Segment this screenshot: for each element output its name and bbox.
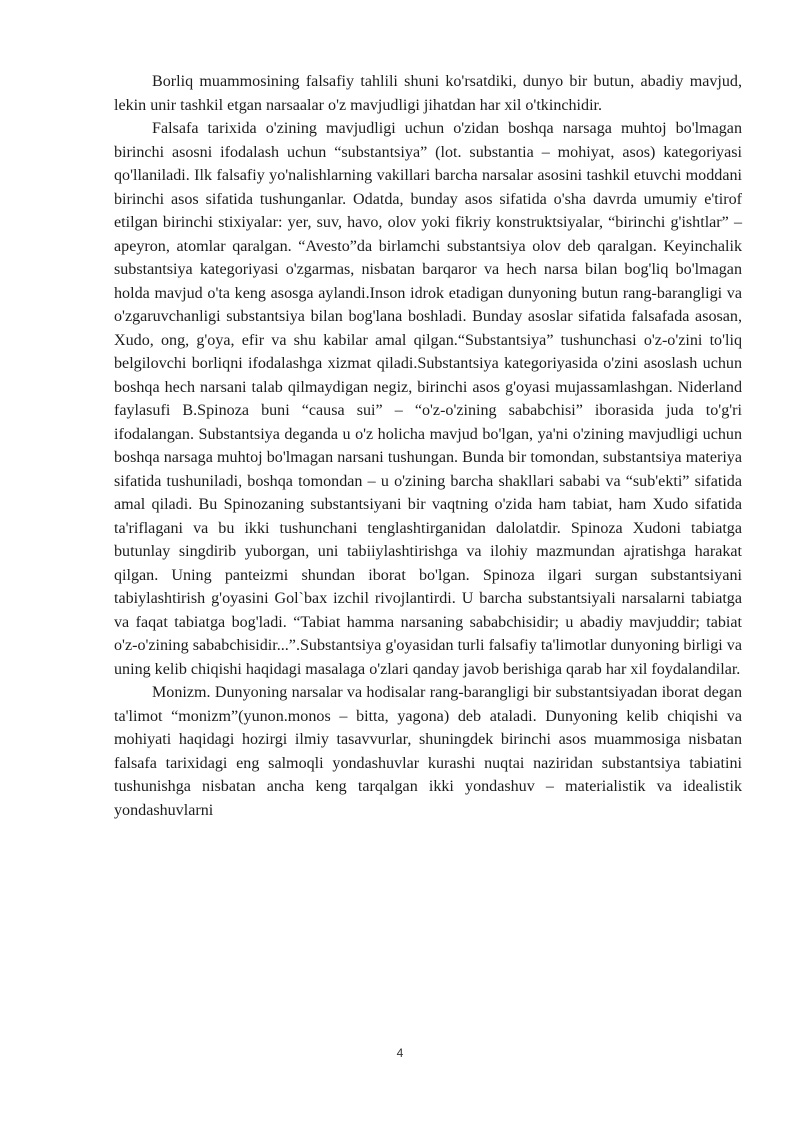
- paragraph-substance: Falsafa tarixida o'zining mavjudligi uchun o'zidan boshqa narsaga muhtoj bo'lmagan birinchi asosni ifodalash uchun “substantsiya” (lot. substantia – mohiyat, asos) kategoriyasi qo'llaniladi. Ilk falsafiy yo'nalishlarning vakillari barcha narsalar asosini tashkil etuvchi moddani birinchi asos sifatida tushunganlar. Odatda, bunday asos sifatida o'sha davrda umumiy e'tirof etilgan birinchi stixiyalar: yer, suv, havo, olov yoki fikriy konstruktsiyalar, “birinchi g'ishtlar” – apeyron, atomlar qaralgan. “Avesto”da birlamchi substantsiya olov deb qaralgan. Keyinchalik substantsiya kategoriyasi o'zgarmas, nisbatan barqaror va hech narsa bilan bog'liq bo'lmagan holda mavjud o'ta keng asosga aylandi.Inson idrok etadigan dunyoning butun rang-barangligi va o'zgaruvchanligi substantsiya bilan bog'lana boshladi. Bunday asoslar sifatida falsafada asosan, Xudo, ong, g'oya, efir va shu kabilar amal qilgan.“Substantsiya” tushunchasi o'z-o'zini to'liq belgilovchi borliqni ifodalashga xizmat qiladi.Substantsiya kategoriyasida o'zini asoslash uchun boshqa hech narsani talab qilmaydigan negiz, birinchi asos g'oyasi mujassamlashgan. Niderland faylasufi B.Spinoza buni “causa sui” – “o'z-o'zining sababchisi” iborasida juda to'g'ri ifodalangan. Substantsiya deganda u o'z holicha mavjud bo'lgan, ya'ni o'zining mavjudligi uchun boshqa narsaga muhtoj bo'lmagan narsani tushungan. Bunda bir tomondan, substantsiya materiya sifatida tushuniladi, boshqa tomondan – u o'zining barcha shakllari sababi va “sub'ekti” sifatida amal qiladi. Bu Spinozaning substantsiyani bir vaqtning o'zida ham tabiat, ham Xudo sifatida ta'riflagani va bu ikki tushunchani tenglashtirganidan dalolatdir. Spinoza Xudoni tabiatga butunlay singdirib yuborgan, uni tabiiylashtirishga va ilohiy mazmundan ajratishga harakat qilgan. Uning panteizmi shundan iborat bo'lgan. Spinoza ilgari surgan substantsiyani tabiylashtirish g'oyasini Gol`bax izchil rivojlantirdi. U barcha substantsiyali narsalarni tabiatga va faqat tabiatga bog'ladi. “Tabiat hamma narsaning sababchisidir; u abadiy mavjuddir; tabiat o'z-o'zining sababchisidir...”.Substantsiya g'oyasidan turli falsafiy ta'limotlar dunyoning birligi va uning kelib chiqishi haqidagi masalaga o'zlari qanday javob berishiga qarab har xil foydalandilar.: [114, 120, 742, 678]
- page-number: 4: [396, 1046, 404, 1060]
- document-page: [114, 70, 742, 822]
- paragraph-intro: Borliq muammosining falsafiy tahlili shuni ko'rsatdiki, dunyo bir butun, abadiy mavjud, lekin unir tashkil etgan narsaalar o'z mavjudligi jihatdan har xil o'tkinchidir.: [114, 73, 742, 114]
- paragraph-monism: Monizm. Dunyoning narsalar va hodisalar rang-barangligi bir substantsiyadan iborat degan ta'limot “monizm”(yunon.monos – bitta, yagona) deb ataladi. Dunyoning kelib chiqishi va mohiyati haqidagi hozirgi ilmiy tasavvurlar, shuningdek birinchi asos muammosiga nisbatan falsafa tarixidagi eng salmoqli yondashuvlar kurashi nuqtai naziridan substantsiya tabiatini tushunishga nisbatan ancha keng tarqalgan ikki yondashuv – materialistik va idealistik yondashuvlarni: [114, 684, 742, 819]
